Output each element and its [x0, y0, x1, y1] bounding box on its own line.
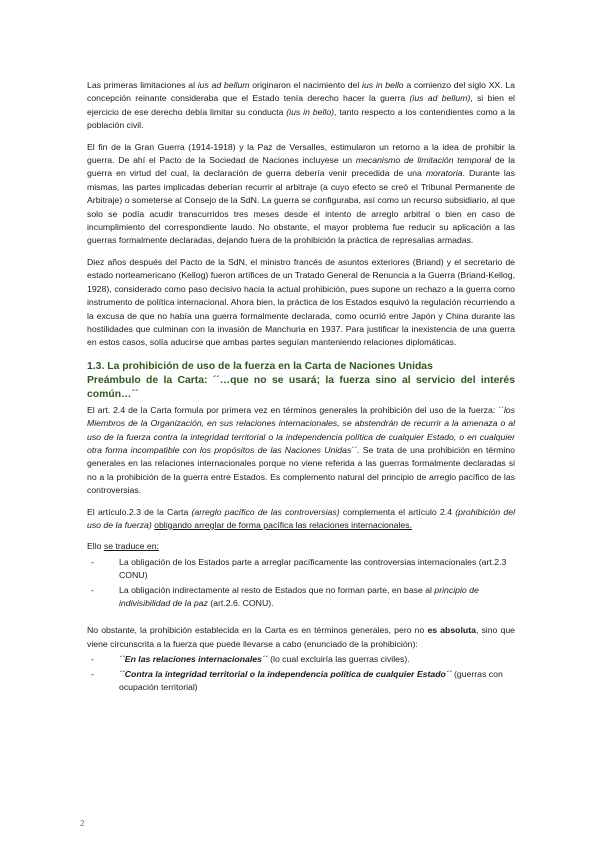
paragraph-briand-kellog: Diez años después del Pacto de la SdN, el ministro francés de asuntos exteriores (Briand) y el secretario de estado norteamericano (Kellog) fueron artífices de un Tratado General de Renuncia a la Guerra (Briand-Kellog, 1928), considerado como paso decisivo hacia la actual prohibición, pues supone un rechazo a la guerra como instrumento de política internacional. Ahora bien, la práctica de los Estados esquivó la regulación recurriendo a la excusa de que no había una guerra formalmente declarada, como ocurrió entre Japón y China durante las hostilidades que culminan con la invasión de Manchuria en 1937. Para justificar la inexistencia de una guerra en estos casos, solía aducirse que ambas partes seguían manteniendo relaciones diplomáticas. — [87, 256, 515, 348]
list-item: - La obligación de los Estados parte a arreglar pacíficamente las controversias internacionales (art.2.3 CONU) — [91, 556, 507, 581]
page-number: 2 — [80, 818, 85, 828]
paragraph-art-2-3: El artículo.2.3 de la Carta (arreglo pacífico de las controversias) complementa el artículo 2.4 (prohibición del uso de la fuerza) obligando arreglar de forma pacífica las relaciones internacionales. — [87, 506, 515, 530]
limitations-list — [87, 653, 515, 694]
list-item: - ´´En las relaciones internacionales´´ (lo cual excluiría las guerras civiles). — [91, 654, 410, 665]
section-subheading: Preámbulo de la Carta: ´´…que no se usará; la fuerza sino al servicio del interés común…´´ — [87, 374, 515, 400]
list-item: - ´´Contra la integridad territorial o la independencia política de cualquier Estado´´ (guerras con ocupación territorial) — [91, 668, 503, 693]
obligations-list — [87, 556, 515, 611]
paragraph-art-2-4: El art. 2.4 de la Carta formula por primera vez en términos generales la prohibición del uso de la fuerza: ´´los Miembros de la Organización, en sus relaciones internacionales, se abstendrán de recurrir a la amenaza o al uso de la fuerza contra la integridad territorial o la independencia política de cualquier Estado, o en cualquier otra forma incompatible con los propósitos de las Naciones Unidas´´. Se trata de una prohibición en término generales en las relaciones internacionales porque no viene referida a las guerras formalmente declaradas si no a la prohibición de la guerra entre Estados. Es complemento natural del principio de arreglo pacífico de las controversias. — [87, 404, 515, 496]
section-heading: 1.3. La prohibición de uso de la fuerza en la Carta de Naciones Unidas — [87, 360, 433, 372]
paragraph-gran-guerra: El fin de la Gran Guerra (1914-1918) y la Paz de Versalles, estimularon un retorno a la idea de prohibir la guerra. De ahí el Pacto de la Sociedad de Naciones incluyese un mecanismo de limitación temporal de la guerra en virtud del cual, la declaración de guerra debería venir precedida de una moratoria. Durante las mismas, las partes implicadas deberían recurrir al arbitraje (a cuyo efecto se creó el Tribunal Permanente de Arbitraje) o someterse al Consejo de la SdN. La guerra se configuraba, así como un recurso subsidiario, al que solo se podía acudir transcurridos tres meses desde el intento de arreglo arbitral o bien en caso de incumplimiento del correspondiente laudo. No obstante, el mayor problema fue reducir su aplicación a las guerras formalmente declaradas, dejando fuera de la prohibición la práctica de represalias armadas. — [87, 141, 515, 246]
paragraph-ius-ad-bellum: Las primeras limitaciones al ius ad bellum originaron el nacimiento del ius in bello a comienzo del siglo XX. La concepción reinante consideraba que el Estado tenía derecho hacer la guerra (ius ad bellum), si bien el ejercicio de ese derecho debía limitar su conducta (ius in bello), tanto respecto a los contendientes como a la población civil. — [87, 80, 515, 131]
paragraph-se-traduce: Ello se traduce en: — [87, 541, 159, 552]
document-page — [87, 79, 515, 704]
list-item: - La obligación indirectamente al resto de Estados que no forman parte, en base al principio de indivisibilidad de la paz (art.2.6. CONU). — [91, 584, 479, 608]
paragraph-no-absoluta: No obstante, la prohibición establecida en la Carta es en términos generales, pero no es absoluta, sino que viene circunscrita a la fuerza que puede llevarse a cabo (enunciado de la prohibición): — [87, 625, 515, 649]
